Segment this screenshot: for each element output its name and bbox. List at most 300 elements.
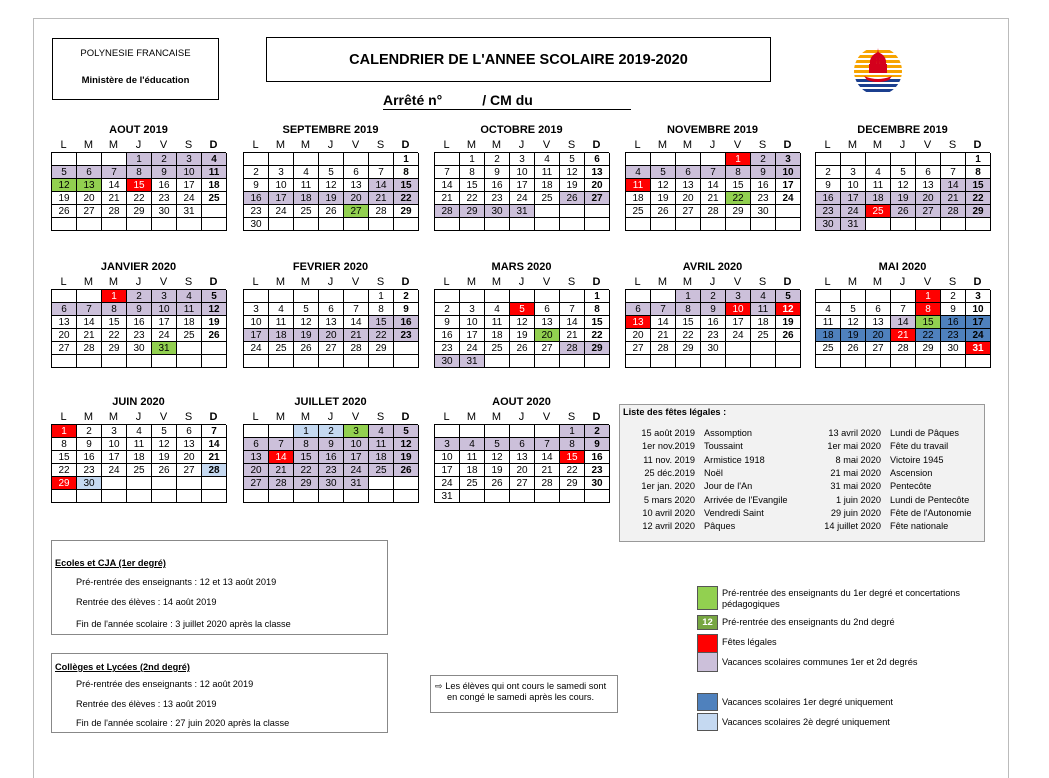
- empty-cell: [676, 355, 701, 368]
- day-cell: 16: [941, 316, 966, 329]
- day-cell: 14: [269, 451, 294, 464]
- day-cell: 26: [52, 205, 77, 218]
- day-cell: 11: [866, 179, 891, 192]
- month-day-grid: [51, 424, 226, 503]
- day-cell: 27: [77, 205, 102, 218]
- day-cell: 7: [535, 438, 560, 451]
- weekday-label: S: [758, 139, 767, 151]
- weekday-label: L: [252, 411, 259, 423]
- day-cell: 17: [435, 464, 460, 477]
- day-cell: 2: [435, 303, 460, 316]
- day-cell: 22: [294, 464, 319, 477]
- day-cell: 6: [177, 425, 202, 438]
- day-cell: 2: [394, 290, 419, 303]
- empty-cell: [891, 355, 916, 368]
- day-cell: 16: [319, 451, 344, 464]
- month-title: SEPTEMBRE 2019: [282, 124, 379, 136]
- day-cell: 16: [751, 179, 776, 192]
- day-cell: 21: [651, 329, 676, 342]
- month-calendar: [243, 260, 418, 368]
- holiday-date: 15 août 2019: [641, 428, 695, 438]
- day-cell: 22: [726, 192, 751, 205]
- day-cell: 5: [651, 166, 676, 179]
- day-cell: 31: [510, 205, 535, 218]
- day-cell: 7: [77, 303, 102, 316]
- day-cell: 5: [294, 303, 319, 316]
- day-cell: 14: [891, 316, 916, 329]
- page-title: CALENDRIER DE L'ANNEE SCOLAIRE 2019-2020: [266, 37, 771, 82]
- weekday-label: M: [682, 276, 693, 288]
- month-calendar: [434, 123, 609, 231]
- day-cell: 3: [177, 153, 202, 166]
- day-cell: 19: [841, 329, 866, 342]
- day-cell: 14: [651, 316, 676, 329]
- arrete-label: Arrêté n°: [383, 92, 443, 108]
- empty-cell: [52, 290, 77, 303]
- month-day-grid: [625, 152, 800, 231]
- weekday-header: [434, 275, 609, 289]
- day-cell: 11: [202, 166, 227, 179]
- empty-cell: [269, 425, 294, 438]
- day-cell: 4: [269, 303, 294, 316]
- empty-cell: [244, 425, 269, 438]
- day-cell: 19: [651, 192, 676, 205]
- holiday-date: 14 juillet 2020: [824, 521, 881, 532]
- day-cell: 6: [585, 153, 610, 166]
- day-cell: 18: [269, 329, 294, 342]
- day-cell: 1: [676, 290, 701, 303]
- empty-cell: [77, 218, 102, 231]
- day-cell: 9: [701, 303, 726, 316]
- day-cell: 1: [460, 153, 485, 166]
- month-calendar: [434, 260, 609, 368]
- day-cell: 20: [535, 329, 560, 342]
- day-cell: 18: [177, 316, 202, 329]
- empty-cell: [866, 153, 891, 166]
- day-cell: 25: [816, 342, 841, 355]
- empty-cell: [560, 205, 585, 218]
- day-cell: 12: [319, 179, 344, 192]
- day-cell: 15: [52, 451, 77, 464]
- month-calendar: [243, 123, 418, 231]
- day-cell: 11: [294, 179, 319, 192]
- weekday-label: M: [108, 411, 119, 423]
- weekday-label: V: [733, 276, 742, 288]
- weekday-label: V: [159, 276, 168, 288]
- day-cell: 5: [510, 303, 535, 316]
- empty-cell: [344, 290, 369, 303]
- day-cell: 9: [941, 303, 966, 316]
- day-cell: 12: [776, 303, 801, 316]
- day-cell: 28: [77, 342, 102, 355]
- day-cell: 13: [626, 316, 651, 329]
- day-cell: 24: [152, 329, 177, 342]
- weekday-label: M: [491, 411, 502, 423]
- day-cell: 21: [535, 464, 560, 477]
- empty-cell: [510, 355, 535, 368]
- month-day-grid: [51, 289, 226, 368]
- day-cell: 12: [651, 179, 676, 192]
- month-title: AOUT 2019: [109, 124, 168, 136]
- empty-cell: [651, 355, 676, 368]
- day-cell: 16: [701, 316, 726, 329]
- empty-cell: [52, 490, 77, 503]
- day-cell: 2: [244, 166, 269, 179]
- day-cell: 14: [77, 316, 102, 329]
- holiday-name: Fête du travail: [890, 441, 949, 452]
- empty-cell: [127, 218, 152, 231]
- empty-cell: [776, 355, 801, 368]
- weekday-label: M: [466, 276, 477, 288]
- weekday-label: M: [466, 139, 477, 151]
- weekday-label: V: [733, 139, 742, 151]
- day-cell: 10: [726, 303, 751, 316]
- day-cell: 3: [841, 166, 866, 179]
- weekday-label: D: [592, 411, 601, 423]
- month-title: JUILLET 2020: [294, 396, 367, 408]
- empty-cell: [535, 290, 560, 303]
- day-cell: 16: [127, 316, 152, 329]
- empty-cell: [916, 355, 941, 368]
- empty-cell: [319, 355, 344, 368]
- day-cell: 17: [776, 179, 801, 192]
- day-cell: 13: [319, 316, 344, 329]
- weekday-label: V: [923, 276, 932, 288]
- day-cell: 4: [535, 153, 560, 166]
- day-cell: 29: [726, 205, 751, 218]
- weekday-header: [625, 138, 800, 152]
- day-cell: 13: [866, 316, 891, 329]
- empty-cell: [102, 218, 127, 231]
- day-cell: 18: [485, 329, 510, 342]
- empty-cell: [485, 218, 510, 231]
- holiday-date: 1er mai 2020: [827, 441, 881, 452]
- day-cell: 20: [626, 329, 651, 342]
- day-cell: 3: [102, 425, 127, 438]
- day-cell: 23: [701, 329, 726, 342]
- day-cell: 9: [394, 303, 419, 316]
- weekday-label: J: [518, 276, 525, 288]
- empty-cell: [152, 490, 177, 503]
- day-cell: 8: [460, 166, 485, 179]
- day-cell: 17: [177, 179, 202, 192]
- day-cell: 7: [701, 166, 726, 179]
- day-cell: 15: [394, 179, 419, 192]
- day-cell: 21: [701, 192, 726, 205]
- day-cell: 23: [77, 464, 102, 477]
- day-cell: 16: [485, 179, 510, 192]
- day-cell: 31: [841, 218, 866, 231]
- empty-cell: [751, 218, 776, 231]
- weekday-header: [625, 275, 800, 289]
- day-cell: 15: [102, 316, 127, 329]
- day-cell: 3: [344, 425, 369, 438]
- empty-cell: [127, 355, 152, 368]
- day-cell: 28: [701, 205, 726, 218]
- weekday-label: L: [824, 276, 831, 288]
- weekday-label: L: [443, 411, 450, 423]
- weekday-header: [243, 410, 418, 424]
- legend-text: Vacances scolaires 1er degré uniquement: [722, 697, 893, 707]
- day-cell: 11: [269, 316, 294, 329]
- empty-cell: [560, 290, 585, 303]
- day-cell: 26: [560, 192, 585, 205]
- day-cell: 3: [726, 290, 751, 303]
- empty-cell: [560, 218, 585, 231]
- holiday-name: Ascension: [890, 467, 933, 478]
- day-cell: 25: [294, 205, 319, 218]
- day-cell: 9: [751, 166, 776, 179]
- weekday-label: J: [899, 276, 906, 288]
- weekday-label: J: [709, 139, 716, 151]
- empty-cell: [776, 342, 801, 355]
- empty-cell: [751, 355, 776, 368]
- day-cell: 16: [77, 451, 102, 464]
- day-cell: 2: [941, 290, 966, 303]
- weekday-label: D: [973, 139, 982, 151]
- day-cell: 18: [202, 179, 227, 192]
- day-cell: 10: [344, 438, 369, 451]
- month-day-grid: [51, 152, 226, 231]
- legend-swatch: [697, 586, 718, 610]
- note-line: Les élèves qui ont cours le samedi sont: [445, 681, 607, 691]
- weekday-label: M: [108, 139, 119, 151]
- day-cell: 14: [701, 179, 726, 192]
- weekday-label: S: [948, 276, 957, 288]
- empty-cell: [369, 477, 394, 490]
- day-cell: 18: [460, 464, 485, 477]
- day-cell: 28: [560, 342, 585, 355]
- day-cell: 19: [485, 464, 510, 477]
- day-cell: 15: [676, 316, 701, 329]
- month-day-grid: [815, 152, 990, 231]
- day-cell: 27: [244, 477, 269, 490]
- day-cell: 15: [127, 179, 152, 192]
- day-cell: 17: [510, 179, 535, 192]
- day-cell: 23: [435, 342, 460, 355]
- empty-cell: [152, 218, 177, 231]
- day-cell: 16: [585, 451, 610, 464]
- month-day-grid: [625, 289, 800, 368]
- day-cell: 23: [319, 464, 344, 477]
- day-cell: 12: [560, 166, 585, 179]
- month-day-grid: [243, 289, 418, 368]
- day-cell: 28: [651, 342, 676, 355]
- empty-cell: [319, 218, 344, 231]
- day-cell: 29: [676, 342, 701, 355]
- day-cell: 29: [52, 477, 77, 490]
- day-cell: 28: [369, 205, 394, 218]
- empty-cell: [394, 342, 419, 355]
- day-cell: 30: [816, 218, 841, 231]
- day-cell: 20: [177, 451, 202, 464]
- day-cell: 4: [202, 153, 227, 166]
- weekday-label: V: [351, 139, 360, 151]
- holiday-date: 8 mai 2020: [835, 454, 881, 465]
- day-cell: 10: [966, 303, 991, 316]
- empty-cell: [726, 355, 751, 368]
- day-cell: 17: [244, 329, 269, 342]
- day-cell: 9: [152, 166, 177, 179]
- empty-cell: [626, 218, 651, 231]
- weekday-label: L: [824, 139, 831, 151]
- day-cell: 24: [344, 464, 369, 477]
- month-day-grid: [434, 289, 609, 368]
- day-cell: 25: [485, 342, 510, 355]
- empty-cell: [676, 153, 701, 166]
- day-cell: 8: [726, 166, 751, 179]
- day-cell: 8: [102, 303, 127, 316]
- empty-cell: [435, 425, 460, 438]
- empty-cell: [102, 153, 127, 166]
- day-cell: 21: [102, 192, 127, 205]
- day-cell: 8: [52, 438, 77, 451]
- day-cell: 2: [816, 166, 841, 179]
- day-cell: 31: [460, 355, 485, 368]
- holiday-date: 1 juin 2020: [836, 494, 881, 505]
- day-cell: 19: [152, 451, 177, 464]
- day-cell: 23: [585, 464, 610, 477]
- day-cell: 14: [941, 179, 966, 192]
- day-cell: 28: [891, 342, 916, 355]
- weekday-label: M: [300, 411, 311, 423]
- day-cell: 17: [726, 316, 751, 329]
- empty-cell: [369, 153, 394, 166]
- day-cell: 11: [535, 166, 560, 179]
- weekday-label: S: [376, 139, 385, 151]
- ecoles-title: Ecoles et CJA (1er degré): [55, 558, 166, 568]
- holiday-name: Fête de l'Autonomie: [890, 507, 972, 518]
- day-cell: 7: [344, 303, 369, 316]
- empty-cell: [177, 218, 202, 231]
- day-cell: 8: [560, 438, 585, 451]
- day-cell: 6: [244, 438, 269, 451]
- day-cell: 23: [941, 329, 966, 342]
- day-cell: 24: [435, 477, 460, 490]
- month-day-grid: [434, 152, 609, 231]
- day-cell: 18: [866, 192, 891, 205]
- day-cell: 14: [344, 316, 369, 329]
- day-cell: 4: [127, 425, 152, 438]
- day-cell: 17: [152, 316, 177, 329]
- empty-cell: [394, 490, 419, 503]
- day-cell: 30: [751, 205, 776, 218]
- day-cell: 10: [269, 179, 294, 192]
- day-cell: 11: [369, 438, 394, 451]
- holiday-date: 29 juin 2020: [830, 507, 881, 518]
- arrow-right-icon: ⇨: [435, 681, 443, 691]
- day-cell: 11: [751, 303, 776, 316]
- empty-cell: [435, 153, 460, 166]
- empty-cell: [127, 477, 152, 490]
- empty-cell: [202, 355, 227, 368]
- day-cell: 31: [435, 490, 460, 503]
- empty-cell: [535, 218, 560, 231]
- weekday-label: L: [443, 139, 450, 151]
- weekday-label: V: [159, 139, 168, 151]
- weekday-label: D: [401, 276, 410, 288]
- weekday-header: [815, 275, 990, 289]
- day-cell: 2: [585, 425, 610, 438]
- day-cell: 25: [535, 192, 560, 205]
- day-cell: 2: [77, 425, 102, 438]
- day-cell: 1: [560, 425, 585, 438]
- weekday-label: M: [872, 276, 883, 288]
- empty-cell: [701, 355, 726, 368]
- day-cell: 28: [435, 205, 460, 218]
- day-cell: 21: [560, 329, 585, 342]
- day-cell: 5: [560, 153, 585, 166]
- day-cell: 26: [294, 342, 319, 355]
- empty-cell: [585, 205, 610, 218]
- empty-cell: [294, 355, 319, 368]
- weekday-label: J: [518, 139, 525, 151]
- day-cell: 11: [177, 303, 202, 316]
- day-cell: 19: [202, 316, 227, 329]
- day-cell: 28: [102, 205, 127, 218]
- day-cell: 3: [460, 303, 485, 316]
- holiday-name: Jour de l'An: [704, 481, 753, 492]
- weekday-label: L: [60, 139, 67, 151]
- day-cell: 15: [966, 179, 991, 192]
- day-cell: 18: [626, 192, 651, 205]
- empty-cell: [535, 490, 560, 503]
- legend-text: Pré-rentrée des enseignants du 1er degré et concertations: [722, 588, 961, 598]
- day-cell: 9: [485, 166, 510, 179]
- empty-cell: [369, 355, 394, 368]
- empty-cell: [891, 218, 916, 231]
- day-cell: 30: [941, 342, 966, 355]
- day-cell: 6: [510, 438, 535, 451]
- month-calendar: [625, 260, 800, 368]
- colleges-title: Collèges et Lycées (2nd degré): [55, 662, 190, 672]
- day-cell: 4: [460, 438, 485, 451]
- day-cell: 29: [560, 477, 585, 490]
- legend-swatch: [697, 634, 718, 654]
- day-cell: 24: [510, 192, 535, 205]
- empty-cell: [369, 218, 394, 231]
- day-cell: 2: [485, 153, 510, 166]
- day-cell: 12: [152, 438, 177, 451]
- day-cell: 17: [102, 451, 127, 464]
- day-cell: 20: [244, 464, 269, 477]
- day-cell: 3: [510, 153, 535, 166]
- day-cell: 7: [651, 303, 676, 316]
- empty-cell: [344, 355, 369, 368]
- day-cell: 24: [244, 342, 269, 355]
- day-cell: 14: [435, 179, 460, 192]
- weekday-label: S: [948, 139, 957, 151]
- empty-cell: [435, 218, 460, 231]
- empty-cell: [202, 218, 227, 231]
- month-title: AVRIL 2020: [682, 261, 743, 273]
- day-cell: 31: [152, 342, 177, 355]
- day-cell: 18: [751, 316, 776, 329]
- day-cell: 6: [319, 303, 344, 316]
- day-cell: 14: [369, 179, 394, 192]
- day-cell: 12: [891, 179, 916, 192]
- weekday-label: S: [567, 139, 576, 151]
- day-cell: 8: [127, 166, 152, 179]
- day-cell: 22: [369, 329, 394, 342]
- colleges-line: Pré-rentrée des enseignants : 12 août 2019: [76, 679, 254, 689]
- month-calendar: [815, 123, 990, 231]
- empty-cell: [202, 342, 227, 355]
- day-cell: 3: [776, 153, 801, 166]
- empty-cell: [866, 355, 891, 368]
- day-cell: 27: [52, 342, 77, 355]
- day-cell: 27: [626, 342, 651, 355]
